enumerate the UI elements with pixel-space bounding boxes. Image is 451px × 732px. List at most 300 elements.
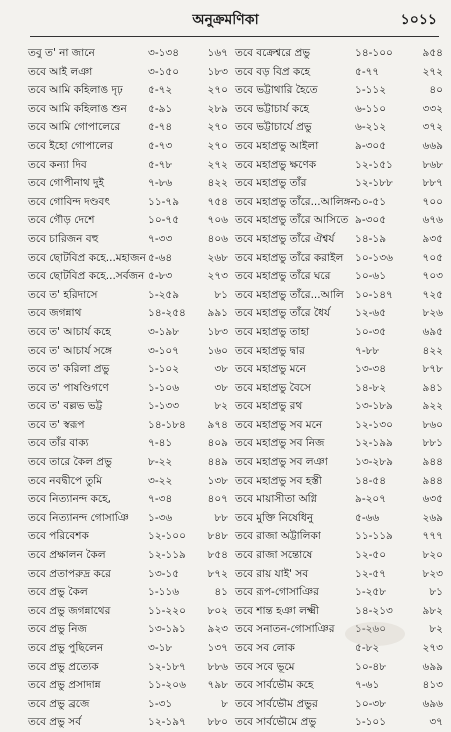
entry-reference: ১০-৭৫: [148, 214, 180, 227]
index-entry: [235, 137, 443, 156]
entry-text: তবে নবদ্বীপে তুমি: [28, 474, 103, 487]
entry-reference: ১২-৫৭: [355, 567, 387, 580]
entry-reference: ৯-৩০৫: [355, 214, 387, 227]
entry-reference: ১-১০৬: [148, 381, 180, 394]
entry-text: তবে নিত্যানন্দ কহে,: [28, 493, 111, 506]
entry-reference: ১২-১৯৭: [148, 716, 186, 729]
entry-reference: ১২-৫০: [355, 549, 387, 562]
index-entry: [28, 230, 233, 249]
entry-page: ৭০৩: [422, 270, 443, 283]
entry-page: ৯৪৪: [422, 474, 443, 487]
entry-page: ২৬৮: [207, 251, 228, 264]
entry-text: তবে শান্ত হঞা লক্ষ্মী: [235, 604, 320, 617]
entry-reference: ৫-৭৭: [355, 65, 380, 78]
index-entry: [235, 565, 443, 584]
entry-reference: ৫-৭৪: [148, 121, 173, 134]
entry-reference: ৭-৬১: [355, 679, 380, 692]
entry-text: তবে তাঁর বাক্য: [28, 437, 89, 450]
entry-text: তবে সার্বভৌম প্রভুর: [235, 697, 318, 710]
index-entry: [28, 434, 233, 453]
entry-page: ৬৬৯: [422, 139, 443, 152]
entry-text: তবে মহাপ্রভু তাঁরে...আলি: [235, 288, 344, 301]
entry-text: তবে রাজা অট্টালিকা: [235, 530, 321, 543]
entry-text: তবে রূপ-গোসাঞির: [235, 586, 319, 599]
entry-text: তবে পরিবেশক: [28, 530, 89, 543]
entry-text: তবে প্রক্ষালন কৈল: [28, 549, 106, 562]
entry-page: ৯৯১: [207, 307, 228, 320]
entry-reference: ১২-১৯৯: [355, 437, 393, 450]
entry-reference: ১৩-২৮৯: [355, 456, 393, 469]
entry-text: তবু ত' না জানে: [28, 47, 95, 59]
entry-text: তবে মহাপ্রভু তাঁরে আসিতে: [235, 214, 349, 227]
index-entry: [235, 527, 443, 546]
entry-page: ৮৮: [214, 511, 228, 524]
index-entry: [235, 230, 443, 249]
entry-page: ৮০২: [207, 604, 228, 617]
entry-reference: ১৪-২১৩: [355, 604, 393, 617]
index-entry: [28, 193, 233, 212]
index-entry: [28, 453, 233, 472]
entry-reference: ১১-১১৯: [355, 530, 393, 543]
entry-page: ১৮৩: [207, 65, 228, 78]
entry-reference: ১০-৩৮: [355, 697, 387, 710]
entry-page: ৮: [221, 697, 228, 710]
entry-page: ৯৭৪: [207, 418, 228, 431]
index-entry: [28, 304, 233, 323]
entry-page: ৮২০: [422, 549, 443, 562]
entry-reference: ১২-৬৫: [355, 307, 387, 320]
entry-text: তবে প্রভু প্রসাদান্ন: [28, 679, 101, 692]
page-header: [0, 0, 451, 40]
entry-text: তবে আই লঞা: [28, 65, 93, 78]
entry-page: ৮২৬: [422, 307, 443, 320]
index-entry: [28, 546, 233, 565]
entry-text: তবে প্রভু ব্রজে: [28, 697, 90, 710]
index-entry: [28, 342, 233, 361]
index-entry: [28, 137, 233, 156]
index-entry: [28, 44, 233, 63]
index-entry: [28, 286, 233, 305]
index-entry: [28, 602, 233, 621]
entry-page: ৭৭৭: [422, 530, 443, 543]
entry-page: ১৩৭: [207, 642, 228, 654]
entry-page: ৬৯৯: [422, 660, 443, 673]
entry-text: তবে তারে কৈল প্রভু: [28, 456, 112, 469]
entry-page: ৭২৫: [422, 288, 443, 301]
entry-page: ১৩৮: [207, 474, 228, 487]
entry-text: তবে মহাপ্রভু সব হস্তী: [235, 474, 322, 487]
entry-reference: ৫-৯১: [148, 102, 173, 115]
entry-text: তবে মহাপ্রভু সব মনে: [235, 418, 323, 431]
entry-page: ৪২২: [207, 177, 228, 190]
entry-reference: ৫-৬৬: [355, 511, 380, 524]
entry-text: তবে মহাপ্রভু মনে: [235, 363, 306, 376]
entry-reference: ৭-৩৪: [148, 493, 173, 506]
index-entry: [235, 416, 443, 435]
index-entry: [28, 100, 233, 119]
entry-text: তবে প্রতাপরুদ্র করে: [28, 567, 111, 580]
index-entry: [28, 81, 233, 100]
index-entry: [235, 658, 443, 677]
index-entry: [28, 490, 233, 509]
entry-page: ৪২২: [422, 344, 443, 357]
entry-page: ২৭২: [422, 65, 443, 78]
entry-reference: ১-২৬০: [355, 623, 387, 636]
index-entry: [28, 156, 233, 175]
entry-reference: ১৪-১০০: [355, 47, 393, 59]
index-entry: [235, 379, 443, 398]
index-entry: [235, 249, 443, 268]
entry-reference: ১-১৩৩: [148, 400, 180, 413]
entry-reference: ১১-৭৯: [148, 195, 180, 208]
page-number: ১০১১: [400, 12, 437, 28]
entry-text: তবে ভট্টাচার্যে প্রভু: [235, 121, 312, 134]
entry-reference: ১৪-১৯: [355, 232, 387, 245]
entry-page: ৩৭২: [422, 121, 443, 134]
entry-page: ৭০০: [422, 195, 443, 208]
entry-page: ৮১: [214, 288, 228, 301]
entry-reference: ১০-১৩৬: [355, 251, 393, 264]
entry-reference: ১-১১৬: [148, 586, 180, 599]
index-entry: [28, 174, 233, 193]
entry-page: ৬৩৫: [422, 493, 443, 506]
entry-page: ৪০৭: [207, 493, 228, 506]
entry-text: তবে মহাপ্রভু সব নিজ: [235, 437, 325, 450]
entry-text: তবে রাজা সন্তোষে: [235, 549, 313, 562]
entry-text: তবে বক্রেশ্বরে প্রভু: [235, 47, 311, 59]
index-entry: [28, 695, 233, 714]
entry-reference: ১০-৬১: [355, 270, 387, 283]
entry-page: ৯৪১: [422, 381, 443, 394]
entry-page: ৮৬০: [422, 418, 443, 431]
entry-text: তবে আমি গোপালেরে: [28, 121, 121, 134]
index-entry: [235, 583, 443, 602]
entry-text: তবে রায় যাই' সব: [235, 567, 309, 580]
entry-reference: ১১-২২০: [148, 604, 186, 617]
entry-text: তবে ত' হরিদাসে: [28, 288, 98, 301]
index-entry: [28, 509, 233, 528]
entry-page: ৯২২: [422, 400, 443, 413]
index-entry: [235, 490, 443, 509]
index-entry: [235, 267, 443, 286]
index-entry: [235, 639, 443, 658]
entry-text: তবে প্রভু প্রত্যেক: [28, 660, 99, 673]
entry-page: ২৬৯: [422, 511, 443, 524]
index-entry: [235, 81, 443, 100]
entry-text: তবে প্রভু পুছিলেন: [28, 642, 104, 654]
entry-text: তবে সব লোক: [235, 642, 295, 654]
index-entry: [235, 434, 443, 453]
entry-reference: ১০-৪৮: [355, 660, 387, 673]
entry-text: তবে নিত্যানন্দ গোসাঞি: [28, 511, 129, 524]
entry-reference: ৩-১৮: [148, 642, 173, 654]
entry-page: ১৮৩: [207, 325, 228, 338]
entry-reference: ৫-৮৩: [148, 270, 173, 283]
entry-page: ৮৫৪: [207, 549, 228, 562]
entry-page: ৮৬৮: [422, 158, 443, 171]
index-entry: [28, 565, 233, 584]
entry-text: তবে জগন্নাথ: [28, 307, 82, 320]
entry-reference: ১-২৫৯: [148, 288, 180, 301]
index-column-left: [28, 44, 233, 732]
entry-reference: ১৩-১৮৯: [355, 400, 393, 413]
entry-reference: ৭-৪১: [148, 437, 173, 450]
index-entry: [235, 472, 443, 491]
entry-page: ৮৭২: [207, 567, 228, 580]
entry-text: তবে প্রভু কৈল: [28, 586, 88, 599]
entry-page: ৭০৬: [207, 214, 228, 227]
entry-page: ৪৪৯: [207, 456, 228, 469]
faint-stamp-mark: [345, 622, 405, 646]
entry-text: তবে সবে ভূমে: [235, 660, 295, 673]
entry-reference: ১২-১১৯: [148, 549, 186, 562]
entry-text: তবে মহাপ্রভু তাঁর: [235, 177, 307, 190]
entry-text: তবে মুক্তি নিষেধিনু: [235, 511, 314, 524]
index-entry: [28, 639, 233, 658]
entry-reference: ৫-৭৮: [148, 158, 173, 171]
entry-page: ২৭০: [207, 139, 228, 152]
entry-page: ৯৩৫: [422, 232, 443, 245]
entry-text: তবে কন্যা দিব: [28, 158, 87, 171]
entry-page: ৯২৩: [207, 623, 228, 636]
entry-page: ২৭০: [207, 121, 228, 134]
entry-reference: ১-৩৬: [148, 511, 173, 524]
entry-reference: ১-১১২: [355, 84, 387, 97]
entry-reference: ৬-২১২: [355, 121, 387, 134]
index-entry: [235, 211, 443, 230]
entry-text: তবে মহাপ্রভু বৈসে: [235, 381, 311, 394]
entry-text: তবে মহাপ্রভু তাঁরে...আলিঙ্গন: [235, 195, 357, 208]
index-entry: [235, 360, 443, 379]
entry-text: তবে মহাপ্রভু দ্বার: [235, 344, 305, 357]
entry-text: তবে সার্বভৌমে প্রভু: [235, 716, 317, 729]
entry-page: ৬৯৬: [422, 697, 443, 710]
entry-text: তবে ত' স্বরূপ: [28, 418, 85, 431]
entry-page: ৪১৩: [422, 679, 443, 692]
entry-text: তবে মহাপ্রভু আইলা: [235, 139, 319, 152]
entry-page: ৭৫৪: [207, 195, 228, 208]
index-entry: [235, 156, 443, 175]
index-entry: [235, 620, 443, 639]
entry-page: ২৭২: [207, 158, 228, 171]
entry-page: ২৭৩: [422, 642, 443, 654]
index-entry: [235, 174, 443, 193]
entry-page: ৭৯৮: [207, 679, 228, 692]
index-entry: [28, 620, 233, 639]
entry-page: ৭০৫: [422, 251, 443, 264]
entry-text: তবে চারিজন বহু: [28, 232, 99, 245]
entry-reference: ১২-১০০: [148, 530, 186, 543]
entry-reference: ৭-৩৩: [148, 232, 173, 245]
index-entry: [235, 676, 443, 695]
entry-text: তবে বড় বিপ্র কহে: [235, 65, 311, 78]
entry-text: তবে প্রভু সর্ব: [28, 716, 82, 729]
entry-text: তবে ভট্টাচার্য কহে: [235, 102, 309, 115]
entry-text: তবে গোবিন্দ দণ্ডবৎ: [28, 195, 110, 208]
entry-text: তবে মহাপ্রভু তাঁরে ঘরে: [235, 270, 331, 283]
index-entry: [235, 100, 443, 119]
index-entry: [28, 63, 233, 82]
entry-page: ৮২: [214, 400, 228, 413]
index-entry: [235, 509, 443, 528]
index-entry: [28, 583, 233, 602]
entry-reference: ৫-৭৩: [148, 139, 173, 152]
index-entry: [28, 397, 233, 416]
entry-text: তবে সার্বভৌম কহে: [235, 679, 314, 692]
index-entry: [235, 323, 443, 342]
entry-text: তবে ত' করিলা প্রভু: [28, 363, 110, 376]
entry-text: তবে সনাতন-গোসাঞির: [235, 623, 335, 636]
index-entry: [235, 546, 443, 565]
entry-page: ৪১: [214, 586, 228, 599]
entry-page: ২৭৩: [207, 270, 228, 283]
entry-reference: ১২-১৫১: [355, 158, 393, 171]
index-entry: [235, 304, 443, 323]
entry-text: তবে মহাপ্রভু তাঁরে ঐশ্বর্য: [235, 232, 335, 245]
index-entry: [235, 193, 443, 212]
entry-reference: ১৩-১৯১: [148, 623, 186, 636]
index-entry: [28, 713, 233, 732]
entry-page: ২৮৯: [207, 102, 228, 115]
index-entry: [235, 286, 443, 305]
entry-reference: ৩-১৩৪: [148, 47, 180, 59]
index-entry: [28, 416, 233, 435]
entry-text: তবে মহাপ্রভু সব লঞা: [235, 456, 328, 469]
index-entry: [28, 249, 233, 268]
entry-reference: ১৩-৩৪: [355, 363, 387, 376]
index-entry: [235, 713, 443, 732]
entry-text: তবে প্রভু জগন্নাথের: [28, 604, 111, 617]
entry-text: তবে মহাপ্রভু তাঁরে ধৈর্য: [235, 307, 331, 320]
entry-reference: ৭-৮৬: [148, 177, 173, 190]
index-entry: [28, 323, 233, 342]
index-entry: [235, 63, 443, 82]
index-entry: [28, 360, 233, 379]
entry-reference: ৫-৬৪: [148, 251, 173, 264]
entry-page: ৬৭৬: [422, 214, 443, 227]
entry-reference: ৬-১১০: [355, 102, 387, 115]
entry-reference: ৫-৮২: [355, 642, 380, 654]
index-entry: [235, 44, 443, 63]
entry-reference: ১৩-১৫: [148, 567, 180, 580]
entry-reference: ১০-৩৫: [355, 325, 387, 338]
entry-reference: ১৪-৮২: [355, 381, 387, 394]
entry-page: ১৬০: [207, 344, 228, 357]
entry-reference: ১-১০১: [355, 716, 387, 729]
entry-reference: ১৪-১৮৪: [148, 418, 186, 431]
entry-text: তবে আমি কহিলাঙ দৃঢ়: [28, 84, 123, 97]
entry-text: তবে ইহো গোপালের: [28, 139, 114, 152]
entry-reference: ৩-২২: [148, 474, 173, 487]
entry-text: তবে মহাপ্রভু তাঁরে করাইল: [235, 251, 344, 264]
entry-page: ৮১: [429, 586, 443, 599]
entry-page: ৬৯৫: [422, 325, 443, 338]
index-entry: [235, 602, 443, 621]
entry-page: ৮৪৮: [207, 530, 228, 543]
entry-page: ৪০৯: [207, 437, 228, 450]
entry-reference: ৫-৭২: [148, 84, 173, 97]
entry-page: ৮৮৬: [207, 660, 228, 673]
index-entry: [235, 695, 443, 714]
entry-reference: ১-২৫৮: [355, 586, 387, 599]
entry-text: তবে ত' আচার্য সঙ্গে: [28, 344, 112, 357]
entry-text: তবে ভট্টাথারি হৈতে: [235, 84, 318, 97]
entry-page: ৪০৬: [207, 232, 228, 245]
entry-page: ৩৮: [214, 363, 228, 376]
entry-reference: ৯-৩০৫: [355, 139, 387, 152]
page-title: অনুক্রমণিকা: [192, 12, 259, 28]
entry-reference: ১৪-৫৪: [355, 474, 387, 487]
entry-page: ৩৮: [214, 381, 228, 394]
entry-reference: ১০-১৪৭: [355, 288, 393, 301]
entry-text: তবে ত' আচার্য কহে: [28, 325, 111, 338]
entry-reference: ৮-২২: [148, 456, 173, 469]
index-entry: [28, 211, 233, 230]
index-entry: [28, 658, 233, 677]
entry-reference: ৭-৮৮: [355, 344, 380, 357]
index-entry: [28, 676, 233, 695]
index-entry: [235, 397, 443, 416]
index-entry: [28, 472, 233, 491]
entry-text: তবে আমি কহিলাঙ শুন: [28, 102, 127, 115]
entry-reference: ১২-১৮৭: [148, 660, 186, 673]
entry-page: ১৬৭: [207, 47, 228, 59]
entry-reference: ৩-১৯৮: [148, 325, 180, 338]
entry-reference: ১-১০২: [148, 363, 180, 376]
entry-page: ২৭০: [207, 84, 228, 97]
entry-page: ৪০: [429, 84, 443, 97]
header-rule: [30, 36, 439, 37]
entry-text: তবে গোপীনাথ দুই: [28, 177, 105, 190]
entry-text: তবে মহাপ্রভু রথ: [235, 400, 303, 413]
entry-page: ৮২৩: [422, 567, 443, 580]
entry-page: ৮৮৭: [422, 177, 443, 190]
entry-page: ৮৮০: [207, 716, 228, 729]
entry-reference: ১২-১৮৮: [355, 177, 393, 190]
entry-reference: ১০-৫১: [355, 195, 387, 208]
index-entry: [28, 379, 233, 398]
entry-text: তবে মহাপ্রভু তাহা: [235, 325, 310, 338]
index-entry: [235, 118, 443, 137]
index-entry: [235, 342, 443, 361]
entry-page: ৯৪৪: [422, 456, 443, 469]
index-entry: [28, 118, 233, 137]
entry-page: ৩৩২: [422, 102, 443, 115]
index-entry: [28, 267, 233, 286]
entry-reference: ১৪-২৫৪: [148, 307, 186, 320]
entry-text: তবে মহাপ্রভু ক্ষণেক: [235, 158, 317, 171]
entry-reference: ১২-১৩০: [355, 418, 393, 431]
entry-page: ৮২: [429, 623, 443, 636]
entry-text: তবে গৌড় দেশে: [28, 214, 95, 227]
entry-text: তবে প্রভু নিজ: [28, 623, 87, 636]
entry-page: ৯৮২: [422, 604, 443, 617]
entry-reference: ৯-২০৭: [355, 493, 387, 506]
entry-text: তবে ছোটবিপ্র কহে...মহাজন: [28, 251, 146, 264]
entry-text: তবে মায়াসীতা অগ্নি: [235, 493, 317, 506]
entry-text: তবে ছোটবিপ্র কহে...সর্বজন: [28, 270, 145, 283]
entry-reference: ৩-১০৭: [148, 344, 180, 357]
entry-reference: ৩-১৫০: [148, 65, 180, 78]
index-entry: [28, 527, 233, 546]
entry-reference: ১১-২০৬: [148, 679, 186, 692]
entry-page: ৯৫৪: [422, 47, 443, 59]
entry-page: ৮৮১: [422, 437, 443, 450]
index-entry: [235, 453, 443, 472]
entry-text: তবে ত' বল্লভ ভট্ট: [28, 400, 103, 413]
entry-page: ৮৭৮: [422, 363, 443, 376]
index-column-right: [235, 44, 443, 732]
